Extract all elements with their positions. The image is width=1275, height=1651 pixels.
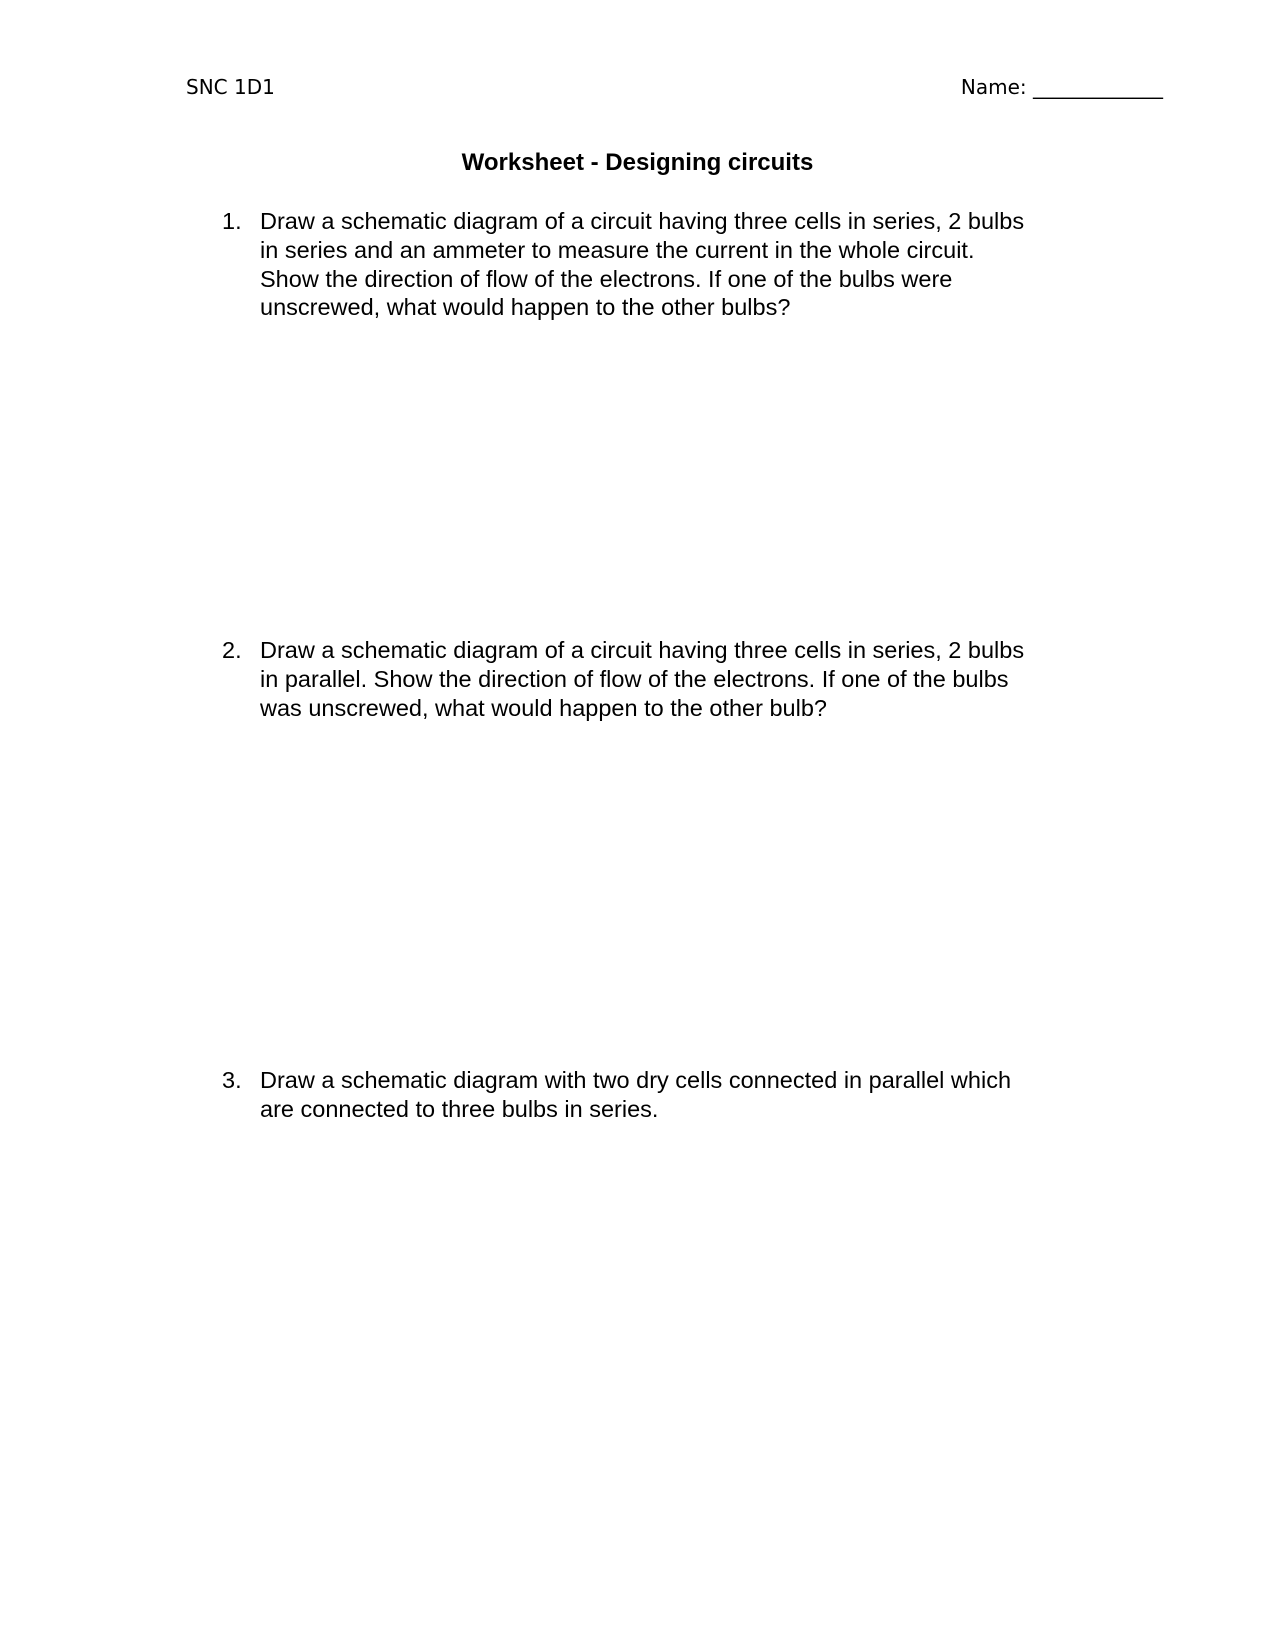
question-text: Draw a schematic diagram with two dry cells connected in parallel which are connected to three bulbs in series. <box>260 1067 1012 1122</box>
question-text: Draw a schematic diagram of a circuit having three cells in series, 2 bulbs in series and an ammeter to measure the current in the whole circuit. Show the direction of flow of the electrons. If one of the bulbs were unscrewed, what would happen to the other bulbs? <box>260 208 1025 321</box>
question-number: 1. <box>222 208 242 234</box>
name-field: Name: _____________ <box>960 75 1163 99</box>
course-code: SNC 1D1 <box>186 75 275 99</box>
question-text: Draw a schematic diagram of a circuit having three cells in series, 2 bulbs in parallel. Show the direction of flow of the electrons. If one of the bulbs was unscrewed, what would happen to the other bulb? <box>260 637 1025 721</box>
question-2 <box>222 636 1092 722</box>
page-title: Worksheet - Designing circuits <box>461 149 814 176</box>
question-number: 2. <box>222 637 242 663</box>
question-number: 3. <box>222 1067 242 1093</box>
question-3 <box>222 1066 1092 1124</box>
question-1 <box>222 207 1092 322</box>
